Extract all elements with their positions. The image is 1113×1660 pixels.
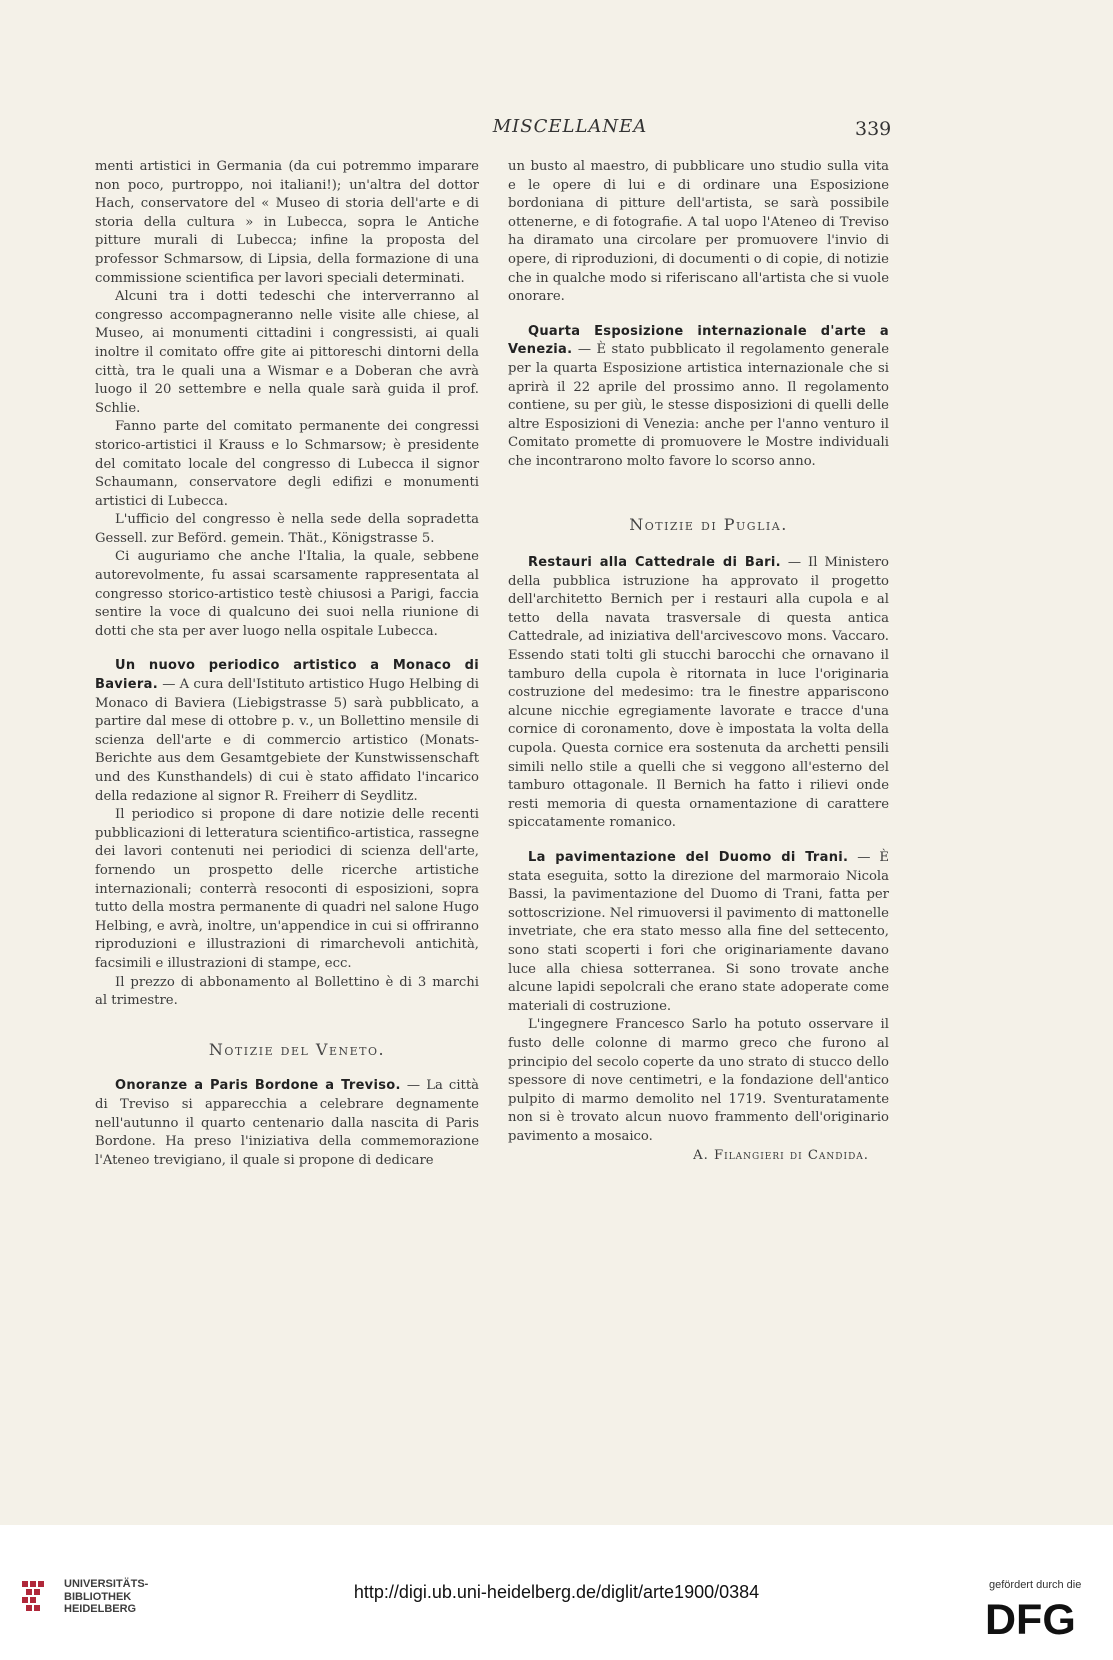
page-number: 339: [855, 118, 892, 140]
library-name-line: UNIVERSITÄTS-: [64, 1578, 149, 1590]
paragraph: L'ingegnere Francesco Sarlo ha potuto osservare il fusto delle colonne di marmo greco che furono al principio del secolo coperte da uno strato di stucco dello spessore di nove centimetri, e la fondazione dell'antico pulpito di marmo demolito nel 1719. Sventuratamente non si è trovato alcun nuovo frammento dell'originario pavimento a mosaico.: [508, 1017, 889, 1144]
article-title: Restauri alla Cattedrale di Bari.: [528, 555, 781, 571]
paragraph: un busto al maestro, di pubblicare uno studio sulla vita e le opere di lui e di ordinare una Esposizione bordoniana di pitture dell'artista, se sarà possibile ottenerne, e di fotografie. A tal uopo l'Ateneo di Treviso ha diramato una circolare per promuovere l'invio di opere, di riproduzioni, di documenti o di copie, di notizie che in qualche modo si riferiscano all'artista che si vuole onorare.: [508, 159, 889, 305]
permalink-url[interactable]: http://digi.ub.uni-heidelberg.de/diglit/arte1900/0384: [353, 1582, 760, 1602]
paragraph: Alcuni tra i dotti tedeschi che interverranno al congresso accompagneranno nelle visite alle chiese, al Museo, ai monumenti cittadini i congressisti, ai quali inoltre il comitato offre gite ai pittoreschi dintorni della città, tra le quali una a Wismar e a Doberan che avrà luogo il 20 settembre e nella quale sarà guida il prof. Schlie.: [95, 289, 479, 416]
article-paragraph: [95, 1077, 479, 1170]
library-name-line: BIBLIOTHEK: [64, 1590, 132, 1603]
paragraph: Il periodico si propone di dare notizie delle recenti pubblicazioni di letteratura scientifico-artistica, rassegne dei lavori contenuti nei periodici di scienza dell'arte, fornendo un prospetto delle ricerche artistiche internazionali; conterrà resoconti di esposizioni, sopra tutto della mostra permanente di quadri nel salone Hugo Helbing, e avrà, inoltre, un'appendice in cui si offriranno riproduzioni e illustrazioni di rimarchevoli antichità, facsimili e illustrazioni di stampe, ecc.: [95, 807, 479, 971]
article-text: — La città di Treviso si apparecchia a celebrare degnamente nell'autunno il quarto centenario dalla nascita di Paris Bordone. Ha preso l'iniziativa della commemorazione l'Ateneo trevigiano, il quale si propone di dedicare: [95, 1078, 479, 1168]
article-paragraph: [508, 849, 889, 1016]
right-column: [508, 158, 889, 1165]
section-heading: Notizie di Puglia.: [629, 514, 788, 534]
running-header: MISCELLANEA: [492, 116, 648, 137]
dfg-logo[interactable]: DFG: [985, 1596, 1076, 1644]
section-heading: Notizie del Veneto.: [208, 1039, 386, 1059]
article-text: — È stato pubblicato il regolamento generale per la quarta Esposizione artistica internazionale che si aprirà il 22 aprile del prossimo anno. Il regolamento contiene, su per giù, le stesse disposizioni di quelli delle altre Esposizioni di Venezia: anche per l'anno venturo il Comitato promette di promuovere le Mostre individuali che incontrarono molto favore lo scorso anno.: [508, 342, 889, 469]
article-title: Quarta Esposizione internazionale d'arte a Venezia.: [508, 323, 889, 358]
article-text: — È stata eseguita, sotto la direzione del marmoraio Nicola Bassi, la pavimentazione del Duomo di Trani, fatta per sottoscrizione. Nel rimuoversi il pavimento di mattonelle invetriate, che era stato messo alla fine del settecento, sono stati scoperti i fori che originariamente davano luce alla chiesa sotterranea. Si sono trovate anche alcune lapidi sepolcrali che erano state adoperate come materiali di costruzione.: [508, 850, 889, 1014]
paragraph: Il prezzo di abbonamento al Bollettino è di 3 marchi al trimestre.: [95, 974, 479, 1009]
article-paragraph: [508, 323, 889, 472]
paragraph: Fanno parte del comitato permanente dei congressi storico-artistici il Krauss e lo Schmarsow; è presidente del comitato locale del congresso di Lubecca il signor Schaumann, conservatore degli edifizi e monumenti artistici di Lubecca.: [95, 419, 479, 509]
article-text: — A cura dell'Istituto artistico Hugo Helbing di Monaco di Baviera (Liebigstrasse 5) sarà pubblicato, a partire dal mese di ottobre p. v., un Bollettino mensile di scienza dell'arte e di commercio artistico (Monats-Berichte aus dem Gesamtgebiete der Kunstwissenschaft und des Kunsthandels) di cui è stato affidato l'incarico della redazione al signor R. Freiherr di Seydlitz.: [95, 677, 479, 804]
article-paragraph: [508, 554, 889, 833]
funding-caption: gefördert durch die: [989, 1579, 1082, 1591]
article-title: Un nuovo periodico artistico a Monaco di Baviera.: [95, 658, 479, 693]
article-title: La pavimentazione del Duomo di Trani.: [528, 850, 849, 865]
viewer-footer: [0, 1525, 1113, 1660]
author-signature: A. Filangieri di Candida.: [693, 1147, 869, 1163]
library-name-line: HEIDELBERG: [64, 1603, 137, 1615]
article-paragraph: [95, 657, 479, 806]
article-title: Onoranze a Paris Bordone a Treviso.: [115, 1078, 401, 1094]
paragraph: menti artistici in Germania (da cui potremmo imparare non poco, purtroppo, noi italiani!); un'altra del dottor Hach, conservatore del « Museo di storia dell'arte e di storia della cultura » in Lubecca, sopra le Antiche pitture murali di Lubecca; infine la proposta del professor Schmarsow, di Lipsia, della formazione di una commissione scientifica per lavori speciali determinati.: [95, 159, 479, 286]
article-text: — Il Ministero della pubblica istruzione ha approvato il progetto dell'architetto Bernich per i restauri alla cupola e al tetto della navata trasversale di questa antica Cattedrale, ad iniziativa dell'arcivescovo mons. Vaccaro. Essendo stati tolti gli stucchi barocchi che ornavano il tamburo della cupola è ritornata in luce l'originaria costruzione del medesimo: tra le finestre appariscono alcune nicchie egregiamente lavorate e tracce d'una cornice di coronamento, dove è impostata la volta della cupola. Questa cornice era sostenuta da archetti pensili simili nello stile a quelli che si veggono all'esterno del tamburo ottagonale. Il Bernich ha fatto i rilievi onde resti memoria di questa ornamentazione di carattere spiccatamente romanico.: [508, 555, 889, 831]
paragraph: Ci auguriamo che anche l'Italia, la quale, sebbene autorevolmente, fu assai scarsamente rappresentata al congresso storico-artistico testè chiusosi a Parigi, faccia sentire la voce di qualcuno dei suoi nella riunione di dotti che sta per aver luogo nella ospitale Lubecca.: [95, 549, 479, 639]
left-column: [95, 158, 479, 1170]
paragraph: L'ufficio del congresso è nella sede della sopradetta Gessell. zur Beförd. gemein. Thät., Königstrasse 5.: [95, 512, 479, 546]
